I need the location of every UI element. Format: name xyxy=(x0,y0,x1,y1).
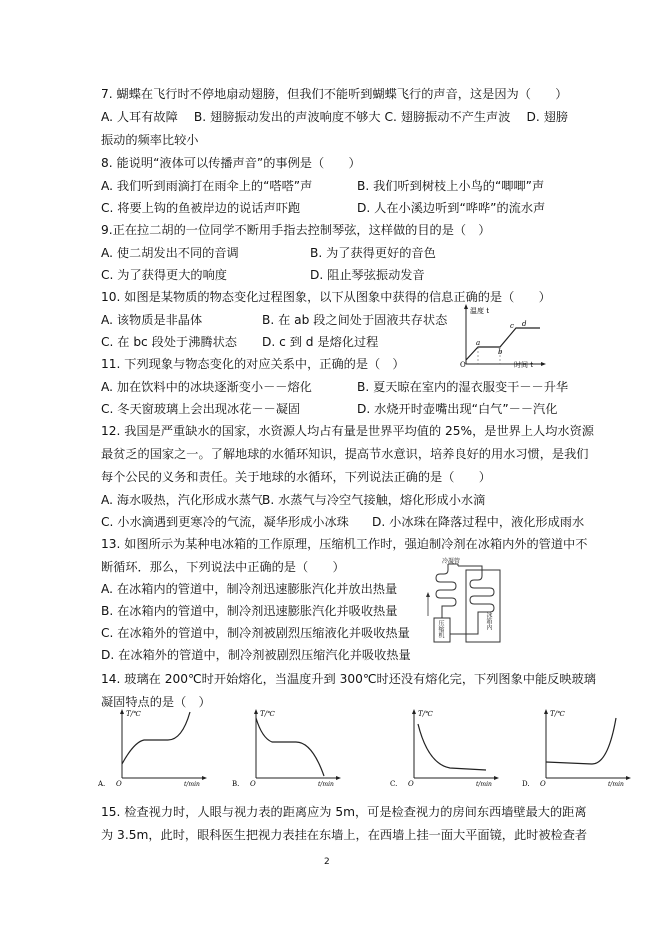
q13-compressor-label: 压缩机 xyxy=(437,620,444,638)
q8-option-a: A. 我们听到雨滴打在雨伞上的“嗒嗒”声 xyxy=(101,179,313,193)
q10-point-a: a xyxy=(476,339,481,347)
q12-stem-line2: 最贫乏的国家之一。了解地球的水循环知识，提高节水意识，培养良好的用水习惯，是我们 xyxy=(101,447,589,461)
q10-point-c: c xyxy=(510,322,514,330)
q14d-origin: O xyxy=(540,780,546,788)
q11-option-b: B. 夏天晾在室内的湿衣服变干－－升华 xyxy=(357,380,569,394)
q13-condenser-label: 冷凝管 xyxy=(442,558,461,565)
q10-option-a: A. 该物质是非晶体 xyxy=(101,313,203,327)
q7-stem: 7. 蝴蝶在飞行时不停地扇动翅膀，但我们不能听到蝴蝶飞行的声音，这是因为（ ） xyxy=(101,87,568,101)
q9-option-d: D. 阻止琴弦振动发音 xyxy=(310,268,425,282)
q14-stem-line1: 14. 玻璃在 200℃时开始熔化，当温度升到 300℃时还没有熔化完，下列图象中能反映玻璃 xyxy=(101,672,596,686)
q10-origin: O xyxy=(460,361,466,368)
q11-stem: 11. 下列现象与物态变化的对应关系中，正确的是（ ） xyxy=(101,357,405,371)
q14c-x-label: t/min xyxy=(476,781,492,788)
q13-stem-line2: 断循环．那么，下列说法中正确的是（ ） xyxy=(101,560,345,574)
q11-option-a: A. 加在饮料中的冰块逐渐变小－－熔化 xyxy=(101,380,312,394)
q10-phase-graph xyxy=(458,302,548,368)
q14-graph-d xyxy=(522,706,632,788)
q15-stem-line2: 为 3.5m，此时，眼科医生把视力表挂在东墙上，在西墙上挂一面大平面镜，此时被检查者 xyxy=(101,828,588,842)
q13-option-d: D. 在冰箱外的管道中，制冷剂被剧烈压缩汽化并吸收热量 xyxy=(101,648,411,662)
q8-option-b: B. 我们听到树枝上小鸟的“唧唧”声 xyxy=(357,179,545,193)
q7-options-continued: 振动的频率比较小 xyxy=(101,133,199,147)
q9-option-c: C. 为了获得更大的响度 xyxy=(101,268,227,282)
q14-graph-b xyxy=(232,706,342,788)
q11-option-c: C. 冬天窗玻璃上会出现冰花－－凝固 xyxy=(101,402,301,416)
q10-y-label: 温度 t xyxy=(470,307,490,315)
q13-freezer-label: 冰箱内 xyxy=(485,612,492,630)
q13-fridge-diagram xyxy=(418,556,508,648)
q14-choice-a: A. xyxy=(98,780,106,788)
q12-stem-line3: 每个公民的义务和责任。关于地球的水循环，下列说法正确的是（ ） xyxy=(101,470,491,484)
q7-options: A. 人耳有故障 B. 翅膀振动发出的声波响度不够大 C. 翅膀振动不产生声波 D. 翅膀 xyxy=(101,110,568,124)
q14-choice-b: B. xyxy=(232,780,240,788)
q10-point-d: d xyxy=(522,320,527,328)
q13-stem-line1: 13. 如图所示为某种电冰箱的工作原理，压缩机工作时，强迫制冷剂在冰箱内外的管道中不 xyxy=(101,537,588,551)
q12-stem-line1: 12. 我国是严重缺水的国家，水资源人均占有量是世界平均值的 25%，是世界上人均水资源 xyxy=(101,424,594,438)
q14b-origin: O xyxy=(250,780,256,788)
q13-option-a: A. 在冰箱内的管道中，制冷剂迅速膨胀汽化并放出热量 xyxy=(101,582,398,596)
q9-stem: 9.正在拉二胡的一位同学不断用手指去控制琴弦，这样做的目的是（ ） xyxy=(101,223,491,237)
q14d-x-label: t/min xyxy=(608,781,624,788)
q10-option-b: B. 在 ab 段之间处于固液共存状态 xyxy=(262,313,448,327)
q14a-origin: O xyxy=(116,780,122,788)
q9-option-a: A. 使二胡发出不同的音调 xyxy=(101,246,239,260)
q9-option-b: B. 为了获得更好的音色 xyxy=(310,246,436,260)
page-number: 2 xyxy=(324,857,330,867)
q14c-y-label: T/℃ xyxy=(418,710,433,718)
q14-graph-c xyxy=(390,706,500,788)
q14-choice-c: C. xyxy=(390,780,398,788)
q14c-origin: O xyxy=(408,780,414,788)
q8-option-d: D. 人在小溪边听到“哗哗”的流水声 xyxy=(357,201,546,215)
q15-stem-line1: 15. 检查视力时，人眼与视力表的距离应为 5m，可是检查视力的房间东西墙壁最大的距离 xyxy=(101,805,587,819)
q10-stem: 10. 如图是某物质的物态变化过程图象，以下从图象中获得的信息正确的是（ ） xyxy=(101,290,551,304)
q14d-y-label: T/℃ xyxy=(550,710,565,718)
q14-choice-d: D. xyxy=(522,780,530,788)
q13-option-c: C. 在冰箱外的管道中，制冷剂被剧烈压缩液化并吸收热量 xyxy=(101,626,410,640)
q11-option-d: D. 水烧开时壶嘴出现“白气”－－汽化 xyxy=(357,402,558,416)
q12-option-d: D. 小冰珠在降落过程中，液化形成雨水 xyxy=(372,515,585,529)
q12-option-c: C. 小水滴遇到更寒冷的气流，凝华形成小冰珠 xyxy=(101,515,349,529)
q14b-x-label: t/min xyxy=(318,781,334,788)
q10-option-c: C. 在 bc 段处于沸腾状态 xyxy=(101,335,237,349)
q14-graph-a xyxy=(98,706,208,788)
q12-option-a: A. 海水吸热，汽化形成水蒸气 xyxy=(101,493,264,507)
q10-point-b: b xyxy=(498,348,503,356)
q10-option-d: D. c 到 d 是熔化过程 xyxy=(262,335,379,349)
q10-x-label: 时间 t xyxy=(514,361,534,369)
q14a-x-label: t/min xyxy=(184,781,200,788)
q8-option-c: C. 将要上钩的鱼被岸边的说话声吓跑 xyxy=(101,201,301,215)
q12-option-b: B. 水蒸气与冷空气接触，熔化形成小水滴 xyxy=(262,493,486,507)
q8-stem: 8. 能说明“液体可以传播声音”的事例是（ ） xyxy=(101,156,361,170)
q14b-y-label: T/℃ xyxy=(260,710,275,718)
q14-stem-line2: 凝固特点的是（ ） xyxy=(101,695,211,709)
q13-option-b: B. 在冰箱内的管道中，制冷剂迅速膨胀汽化并吸收热量 xyxy=(101,604,398,618)
q14a-y-label: T/℃ xyxy=(126,710,141,718)
